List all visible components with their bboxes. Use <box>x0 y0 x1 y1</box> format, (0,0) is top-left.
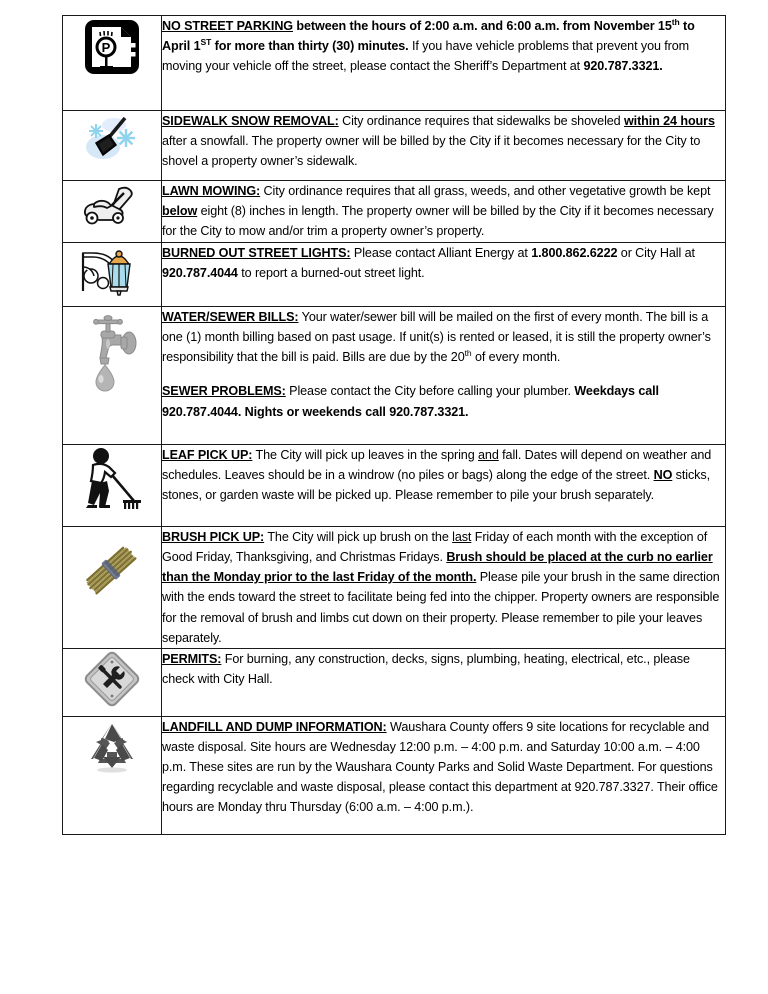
notice-paragraph: WATER/SEWER BILLS: Your water/sewer bill will be mailed on the first of every month. The bill is a one (1) month billing based on past usage. If unit(s) is rented or leased, it is still the property owner’s responsibility that the bill is paid. Bills are due by the 20th of every month. <box>162 310 711 365</box>
notice-paragraph: NO STREET PARKING between the hours of 2:00 a.m. and 6:00 a.m. from November 15th to April 1ST for more than thirty (30) minutes. If you have vehicle problems that prevent you from moving your vehicle off the street, please contact the Sheriff’s Department at 920.787.3321. <box>162 16 695 74</box>
person-raking-icon <box>79 445 145 515</box>
text-cell <box>162 648 726 716</box>
icon-cell <box>63 307 162 445</box>
svg-text:P: P <box>101 40 111 55</box>
table-row <box>63 527 726 649</box>
table-row <box>63 648 726 716</box>
icon-cell <box>63 445 162 527</box>
icon-cell <box>63 243 162 307</box>
icon-cell <box>63 648 162 716</box>
table-row <box>63 243 726 307</box>
text-cell <box>162 716 726 834</box>
text-cell <box>162 527 726 649</box>
notice-paragraph: SEWER PROBLEMS: Please contact the City before calling your plumber. Weekdays call 920.787.4044. Nights or weekends call 920.787.3321. <box>162 384 659 419</box>
table-row <box>63 445 726 527</box>
no-parking-sign-icon <box>81 16 143 78</box>
table-row <box>63 307 726 445</box>
faucet-drip-icon <box>79 307 145 399</box>
text-cell <box>162 111 726 181</box>
table-row <box>63 111 726 181</box>
icon-cell <box>63 527 162 649</box>
text-cell <box>162 16 726 111</box>
street-lamp-icon <box>77 243 147 301</box>
icon-cell <box>63 111 162 181</box>
tools-diamond-sign-icon <box>82 649 142 709</box>
recycle-icon <box>81 717 143 779</box>
text-cell <box>162 307 726 445</box>
text-cell <box>162 445 726 527</box>
notice-paragraph: PERMITS: For burning, any construction, decks, signs, plumbing, heating, electrical, etc., please check with City Hall. <box>162 651 690 686</box>
icon-cell <box>63 181 162 243</box>
table-body <box>63 16 726 835</box>
notice-paragraph: SIDEWALK SNOW REMOVAL: City ordinance requires that sidewalks be shoveled within 24 hours after a snowfall. The property owner will be billed by the City if it becomes necessary for the City to shovel a property owner’s sidewalk. <box>162 114 715 169</box>
table-row <box>63 16 726 111</box>
snow-shovel-icon <box>81 111 143 167</box>
brush-bundle-icon <box>79 527 145 613</box>
notice-paragraph: BURNED OUT STREET LIGHTS: Please contact Alliant Energy at 1.800.862.6222 or City Hall at 920.787.4044 to report a burned-out street light. <box>162 246 695 281</box>
icon-cell <box>63 16 162 111</box>
text-cell <box>162 181 726 243</box>
table-row <box>63 181 726 243</box>
text-cell <box>162 243 726 307</box>
notice-paragraph: LAWN MOWING: City ordinance requires that all grass, weeds, and other vegetative growth be kept below eight (8) inches in length. The property owner will be billed by the City if it becomes necessary for the City to mow and/or trim a property owner’s property. <box>162 184 714 239</box>
table-row <box>63 716 726 834</box>
notice-paragraph: BRUSH PICK UP: The City will pick up brush on the last Friday of each month with the exception of Good Friday, Thanksgiving, and Christmas Fridays. Brush should be placed at the curb no earlier than the Monday prior to the last Friday of the month. Please pile your brush in the same direction with the ends toward the street to facilitate being fed into the chipper. Property owners are responsible for the removal of brush and limbs cut down on their property. Please remember to pile your leaves separately. <box>162 530 720 645</box>
icon-cell <box>63 716 162 834</box>
notice-paragraph: LEAF PICK UP: The City will pick up leaves in the spring and fall. Dates will depend on weather and schedules. Leaves should be in a windrow (no piles or bags) along the edge of the street. NO sticks, stones, or garden waste will be picked up. Please remember to pile your brush separately. <box>162 448 712 503</box>
city-notices-table <box>62 15 726 835</box>
notice-paragraph: LANDFILL AND DUMP INFORMATION: Waushara County offers 9 site locations for recyclable and waste disposal. Site hours are Wednesday 12:00 p.m. – 4:00 p.m. and Saturday 10:00 a.m. – 4:00 p.m. These sites are run by the Waushara County Parks and Solid Waste Department. For questions regarding recyclable and waste disposal, please contact this department at 920.787.3327. Their office hours are Monday thru Thursday (6:00 a.m. – 4:00 p.m.). <box>162 719 718 815</box>
lawn-mower-icon <box>78 181 146 231</box>
